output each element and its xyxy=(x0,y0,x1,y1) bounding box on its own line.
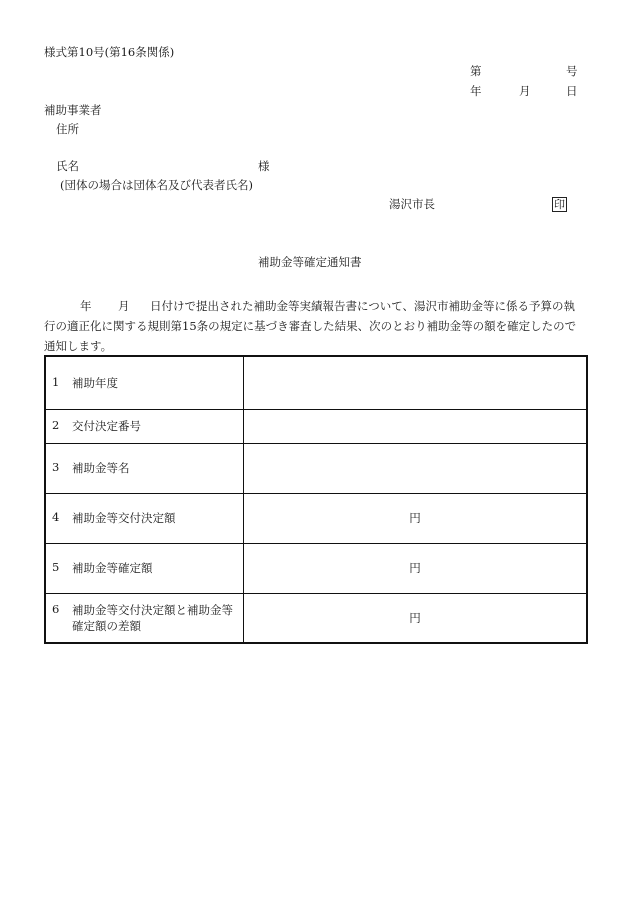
row-number: 6 xyxy=(52,601,60,616)
date-day: 日 xyxy=(566,84,578,98)
row-value[interactable] xyxy=(244,443,588,493)
row-number: 4 xyxy=(52,510,60,524)
document-number-suffix: 号 xyxy=(566,64,578,78)
table-row xyxy=(45,356,587,409)
row-number: 3 xyxy=(52,460,60,474)
body-month: 月 xyxy=(118,299,130,313)
table-row xyxy=(45,409,587,443)
body-year: 年 xyxy=(80,299,92,313)
row-label: 補助金等交付決定額 xyxy=(72,511,176,525)
row-label: 補助金等名 xyxy=(72,461,130,475)
row-label: 補助金等交付決定額と補助金等確定額の差額 xyxy=(72,602,233,633)
body-paragraph: 日付けで提出された補助金等実績報告書について、湯沢市補助金等に係る予算の執行の適正化に関する規則第15条の規定に基づき審査した結果、次のとおり補助金等の額を確定したので通知します。 xyxy=(44,299,577,353)
row-value[interactable] xyxy=(244,409,588,443)
document-title: 補助金等確定通知書 xyxy=(258,255,362,269)
date-month: 月 xyxy=(519,84,531,98)
row-number: 1 xyxy=(52,374,60,389)
row-label: 補助金等確定額 xyxy=(72,561,153,575)
row-value[interactable]: 円 xyxy=(244,543,588,593)
table-row xyxy=(45,593,587,643)
date-year: 年 xyxy=(470,84,482,98)
form-number: 様式第10号(第16条関係) xyxy=(44,45,175,59)
row-label: 補助年度 xyxy=(72,375,118,390)
seal-mark: 印 xyxy=(554,198,565,211)
name-label: 氏名 xyxy=(56,159,79,173)
row-value[interactable] xyxy=(244,356,588,409)
row-label: 交付決定番号 xyxy=(72,419,141,433)
honorific: 様 xyxy=(258,159,270,173)
row-number: 2 xyxy=(52,418,60,432)
table-row xyxy=(45,543,587,593)
row-value[interactable]: 円 xyxy=(244,593,588,643)
address-label: 住所 xyxy=(56,122,79,136)
row-number: 5 xyxy=(52,560,60,574)
row-value[interactable]: 円 xyxy=(244,493,588,543)
issuer-title: 湯沢市長 xyxy=(389,197,435,211)
details-table xyxy=(44,355,588,644)
table-row xyxy=(45,443,587,493)
group-note: (団体の場合は団体名及び代表者氏名) xyxy=(60,178,253,192)
recipient-heading: 補助事業者 xyxy=(44,103,102,117)
table-row xyxy=(45,493,587,543)
document-number-prefix: 第 xyxy=(470,64,482,78)
